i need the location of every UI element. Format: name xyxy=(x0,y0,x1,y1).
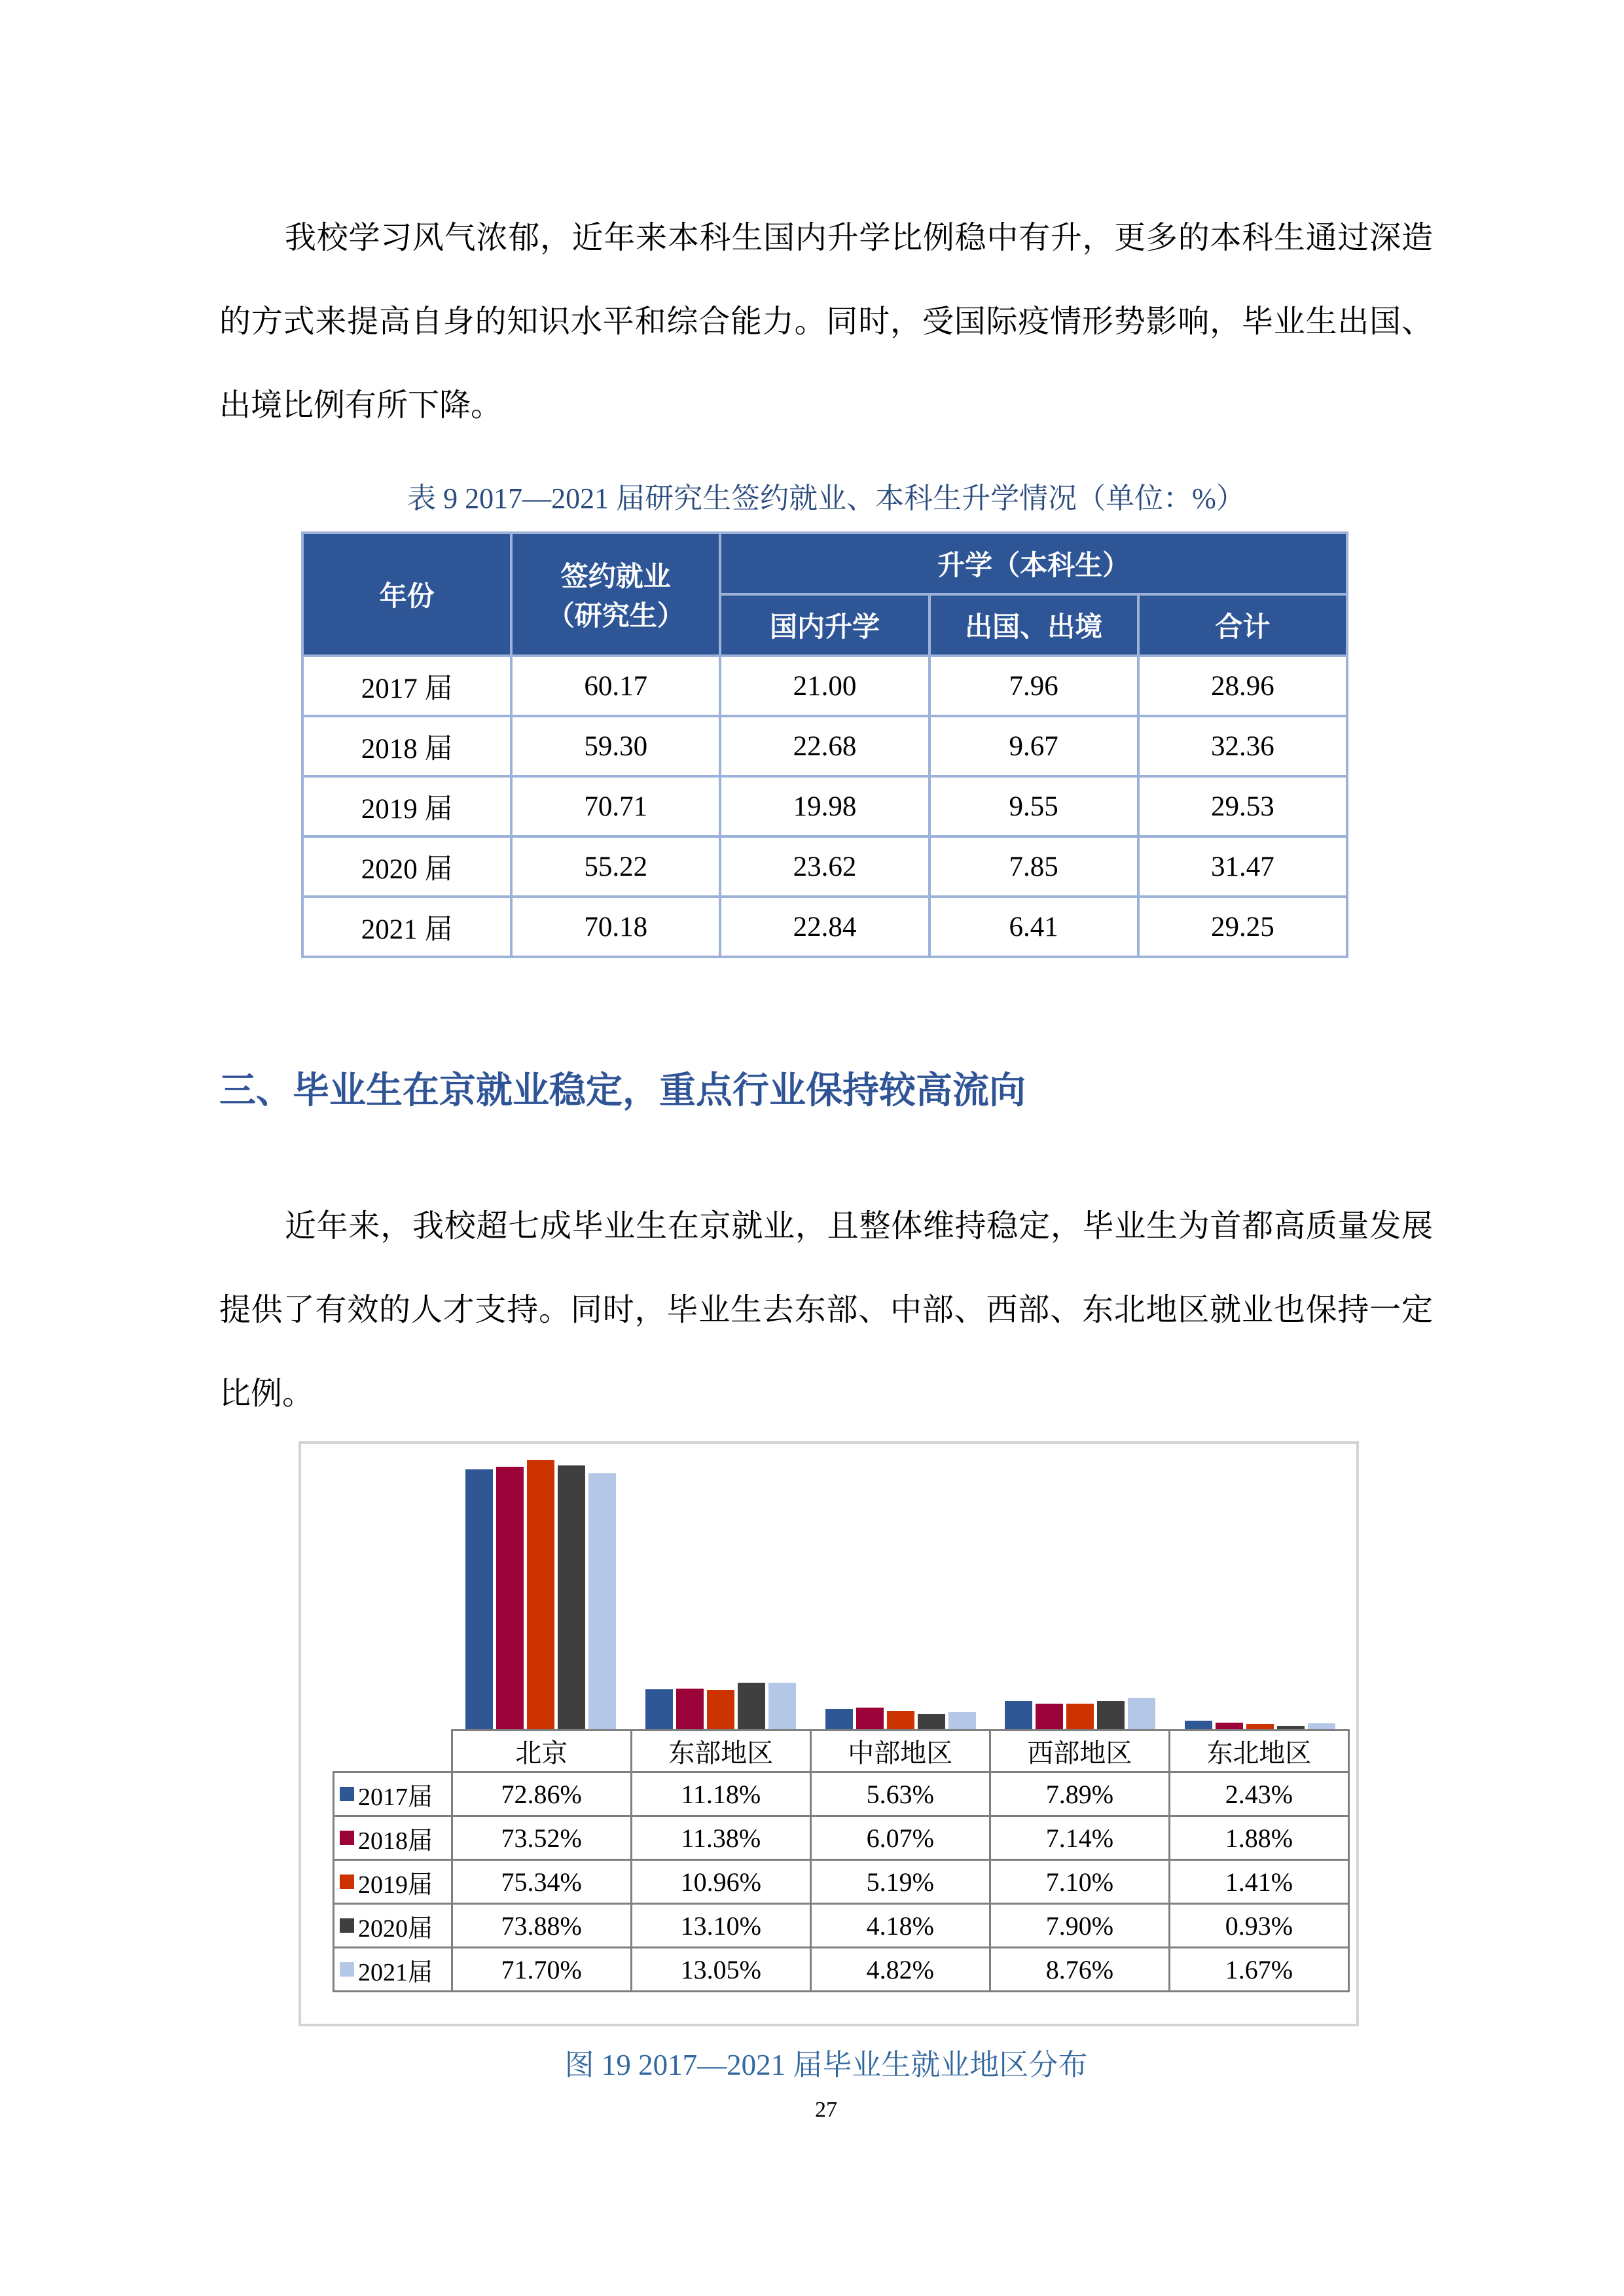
bar-2020届-西部地区 xyxy=(1097,1701,1125,1729)
bar-2017届-东北地区 xyxy=(1185,1721,1212,1729)
chart-value-2020届-北京: 73.88% xyxy=(452,1904,631,1948)
table9-cell-abroad: 9.55 xyxy=(929,776,1138,836)
bar-2020届-东北地区 xyxy=(1277,1726,1305,1729)
table9-header-signed-line2: （研究生） xyxy=(547,601,685,632)
figure19-caption: 图 19 2017—2021 届毕业生就业地区分布 xyxy=(564,2049,1088,2081)
table9-cell-total: 32.36 xyxy=(1138,716,1347,776)
table9-header-year: 年份 xyxy=(302,533,511,656)
table9-header-signed-line1: 签约就业 xyxy=(560,562,671,592)
legend-entry xyxy=(334,1776,451,1812)
table9-cell-abroad: 7.85 xyxy=(929,836,1138,897)
legend-swatch-icon xyxy=(340,1874,354,1889)
chart-table-row-2021届 xyxy=(334,1948,1349,1992)
paragraph-beijing-employment: 近年来，我校超七成毕业生在京就业，且整体维持稳定，毕业生为首都高质量发展提供了有效的人才支持。同时，毕业生去东部、中部、西部、东北地区就业也保持一定比例。 xyxy=(219,1209,1433,1411)
paragraph-study-trend: 我校学习风气浓郁，近年来本科生国内升学比例稳中有升，更多的本科生通过深造的方式来提高自身的知识水平和综合能力。同时，受国际疫情形势影响，毕业生出国、出境比例有所下降。 xyxy=(219,221,1433,423)
legend-label: 2017届 xyxy=(358,1783,433,1811)
chart-category-header-西部地区: 西部地区 xyxy=(990,1731,1169,1772)
table9-cell-signed: 60.17 xyxy=(511,656,720,716)
chart-value-2019届-西部地区: 7.10% xyxy=(990,1860,1169,1904)
chart-value-2021届-东部地区: 13.05% xyxy=(631,1948,810,1992)
chart-table-row-2018届 xyxy=(334,1816,1349,1860)
chart-legend-cell-2020届 xyxy=(334,1904,452,1948)
chart-value-2018届-西部地区: 7.14% xyxy=(990,1816,1169,1860)
chart-category-header-北京: 北京 xyxy=(452,1731,631,1772)
chart-value-2018届-北京: 73.52% xyxy=(452,1816,631,1860)
table9-header-further-study: 升学（本科生） xyxy=(720,533,1347,594)
table9-cell-signed: 55.22 xyxy=(511,836,720,897)
table9-cell-year: 2019 届 xyxy=(302,776,511,836)
chart-table-row-2019届 xyxy=(334,1860,1349,1904)
table9-row xyxy=(302,897,1347,957)
table9-cell-domestic: 23.62 xyxy=(720,836,929,897)
chart-table-row-2017届 xyxy=(334,1772,1349,1816)
chart-table-row-2020届 xyxy=(334,1904,1349,1948)
chart-value-2021届-东北地区: 1.67% xyxy=(1169,1948,1348,1992)
chart-value-2017届-中部地区: 5.63% xyxy=(810,1772,990,1816)
table9-cell-abroad: 9.67 xyxy=(929,716,1138,776)
table9-cell-abroad: 7.96 xyxy=(929,656,1138,716)
bar-2018届-西部地区 xyxy=(1036,1704,1063,1729)
bar-group-北京 xyxy=(451,1460,631,1729)
chart-value-2021届-北京: 71.70% xyxy=(452,1948,631,1992)
legend-swatch-icon xyxy=(340,1787,354,1801)
chart-data-table xyxy=(333,1729,1350,1992)
bar-2019届-西部地区 xyxy=(1066,1704,1094,1729)
chart-category-header-中部地区: 中部地区 xyxy=(810,1731,990,1772)
bar-2021届-北京 xyxy=(588,1473,616,1729)
table9-header-total: 合计 xyxy=(1138,594,1347,656)
table9-row xyxy=(302,776,1347,836)
chart-value-2017届-北京: 72.86% xyxy=(452,1772,631,1816)
bar-2017届-北京 xyxy=(465,1469,493,1729)
bar-group-中部地区 xyxy=(810,1708,990,1729)
bar-group-西部地区 xyxy=(990,1698,1170,1729)
table9-cell-total: 31.47 xyxy=(1138,836,1347,897)
table9-cell-signed: 70.18 xyxy=(511,897,720,957)
legend-label: 2021届 xyxy=(358,1958,433,1986)
table9-cell-abroad: 6.41 xyxy=(929,897,1138,957)
chart-value-2017届-东北地区: 2.43% xyxy=(1169,1772,1348,1816)
chart-value-2020届-西部地区: 7.90% xyxy=(990,1904,1169,1948)
bar-2019届-东部地区 xyxy=(707,1690,734,1729)
legend-entry xyxy=(334,1864,451,1900)
table9-header-domestic: 国内升学 xyxy=(720,594,929,656)
chart-value-2019届-东北地区: 1.41% xyxy=(1169,1860,1348,1904)
bar-2021届-东部地区 xyxy=(768,1683,796,1729)
table9-header-signed xyxy=(511,533,720,656)
table9-cell-total: 29.53 xyxy=(1138,776,1347,836)
table9-cell-domestic: 19.98 xyxy=(720,776,929,836)
legend-entry xyxy=(334,1952,451,1988)
chart-value-2017届-东部地区: 11.18% xyxy=(631,1772,810,1816)
table9-cell-total: 29.25 xyxy=(1138,897,1347,957)
bar-2020届-东部地区 xyxy=(738,1683,765,1729)
chart-value-2020届-东部地区: 13.10% xyxy=(631,1904,810,1948)
chart-table-corner-cell xyxy=(334,1731,452,1772)
bar-2020届-北京 xyxy=(558,1465,585,1729)
bar-2017届-中部地区 xyxy=(825,1709,853,1729)
table9-row xyxy=(302,836,1347,897)
table9-cell-total: 28.96 xyxy=(1138,656,1347,716)
chart-value-2020届-东北地区: 0.93% xyxy=(1169,1904,1348,1948)
table9-cell-domestic: 21.00 xyxy=(720,656,929,716)
bar-2020届-中部地区 xyxy=(918,1714,945,1729)
chart-legend-cell-2017届 xyxy=(334,1772,452,1816)
bar-2017届-东部地区 xyxy=(645,1689,673,1729)
page-number: 27 xyxy=(815,2098,837,2122)
bar-2018届-东部地区 xyxy=(676,1689,704,1729)
chart-value-2018届-东北地区: 1.88% xyxy=(1169,1816,1348,1860)
table9-row xyxy=(302,656,1347,716)
chart-category-header-东北地区: 东北地区 xyxy=(1169,1731,1348,1772)
bar-2018届-北京 xyxy=(496,1467,524,1729)
bar-group-东部地区 xyxy=(631,1683,811,1729)
page-content xyxy=(219,0,1433,2125)
chart-legend-cell-2018届 xyxy=(334,1816,452,1860)
table9-grad-signing-further-study xyxy=(301,531,1348,958)
legend-swatch-icon xyxy=(340,1831,354,1845)
chart-legend-cell-2019届 xyxy=(334,1860,452,1904)
table9-header-abroad: 出国、出境 xyxy=(929,594,1138,656)
bar-2019届-中部地区 xyxy=(887,1711,914,1729)
table9-cell-year: 2018 届 xyxy=(302,716,511,776)
chart-table-header-row xyxy=(334,1731,1349,1772)
table9-cell-year: 2017 届 xyxy=(302,656,511,716)
chart-value-2019届-中部地区: 5.19% xyxy=(810,1860,990,1904)
bar-2021届-东北地区 xyxy=(1308,1723,1335,1729)
legend-swatch-icon xyxy=(340,1962,354,1977)
bar-2017届-西部地区 xyxy=(1005,1701,1032,1729)
legend-swatch-icon xyxy=(340,1918,354,1933)
bar-2021届-西部地区 xyxy=(1128,1698,1155,1729)
bar-2019届-北京 xyxy=(527,1460,554,1729)
table9-row xyxy=(302,716,1347,776)
chart-legend-cell-2021届 xyxy=(334,1948,452,1992)
bar-2021届-中部地区 xyxy=(948,1712,976,1729)
legend-label: 2020届 xyxy=(358,1914,433,1943)
chart-value-2019届-东部地区: 10.96% xyxy=(631,1860,810,1904)
chart-value-2018届-中部地区: 6.07% xyxy=(810,1816,990,1860)
chart-category-header-东部地区: 东部地区 xyxy=(631,1731,810,1772)
bar-group-东北地区 xyxy=(1170,1721,1350,1729)
table9-cell-domestic: 22.68 xyxy=(720,716,929,776)
table9-cell-signed: 59.30 xyxy=(511,716,720,776)
table9-caption: 表 9 2017—2021 届研究生签约就业、本科生升学情况（单位：%） xyxy=(407,482,1245,514)
chart-value-2020届-中部地区: 4.18% xyxy=(810,1904,990,1948)
employment-region-bar-chart xyxy=(298,1441,1359,2026)
legend-entry xyxy=(334,1908,451,1944)
chart-value-2017届-西部地区: 7.89% xyxy=(990,1772,1169,1816)
bar-2019届-东北地区 xyxy=(1246,1724,1274,1729)
table9-cell-year: 2020 届 xyxy=(302,836,511,897)
chart-value-2019届-北京: 75.34% xyxy=(452,1860,631,1904)
legend-label: 2018届 xyxy=(358,1827,433,1855)
bar-2018届-中部地区 xyxy=(856,1708,884,1729)
table9-cell-domestic: 22.84 xyxy=(720,897,929,957)
table9-cell-signed: 70.71 xyxy=(511,776,720,836)
bar-plot-area xyxy=(333,1444,1350,1729)
bar-2018届-东北地区 xyxy=(1216,1723,1243,1729)
legend-label: 2019届 xyxy=(358,1871,433,1899)
chart-value-2018届-东部地区: 11.38% xyxy=(631,1816,810,1860)
table9-cell-year: 2021 届 xyxy=(302,897,511,957)
section-heading: 三、毕业生在京就业稳定，重点行业保持较高流向 xyxy=(219,1071,1026,1111)
chart-value-2021届-西部地区: 8.76% xyxy=(990,1948,1169,1992)
chart-value-2021届-中部地区: 4.82% xyxy=(810,1948,990,1992)
legend-entry xyxy=(334,1820,451,1856)
